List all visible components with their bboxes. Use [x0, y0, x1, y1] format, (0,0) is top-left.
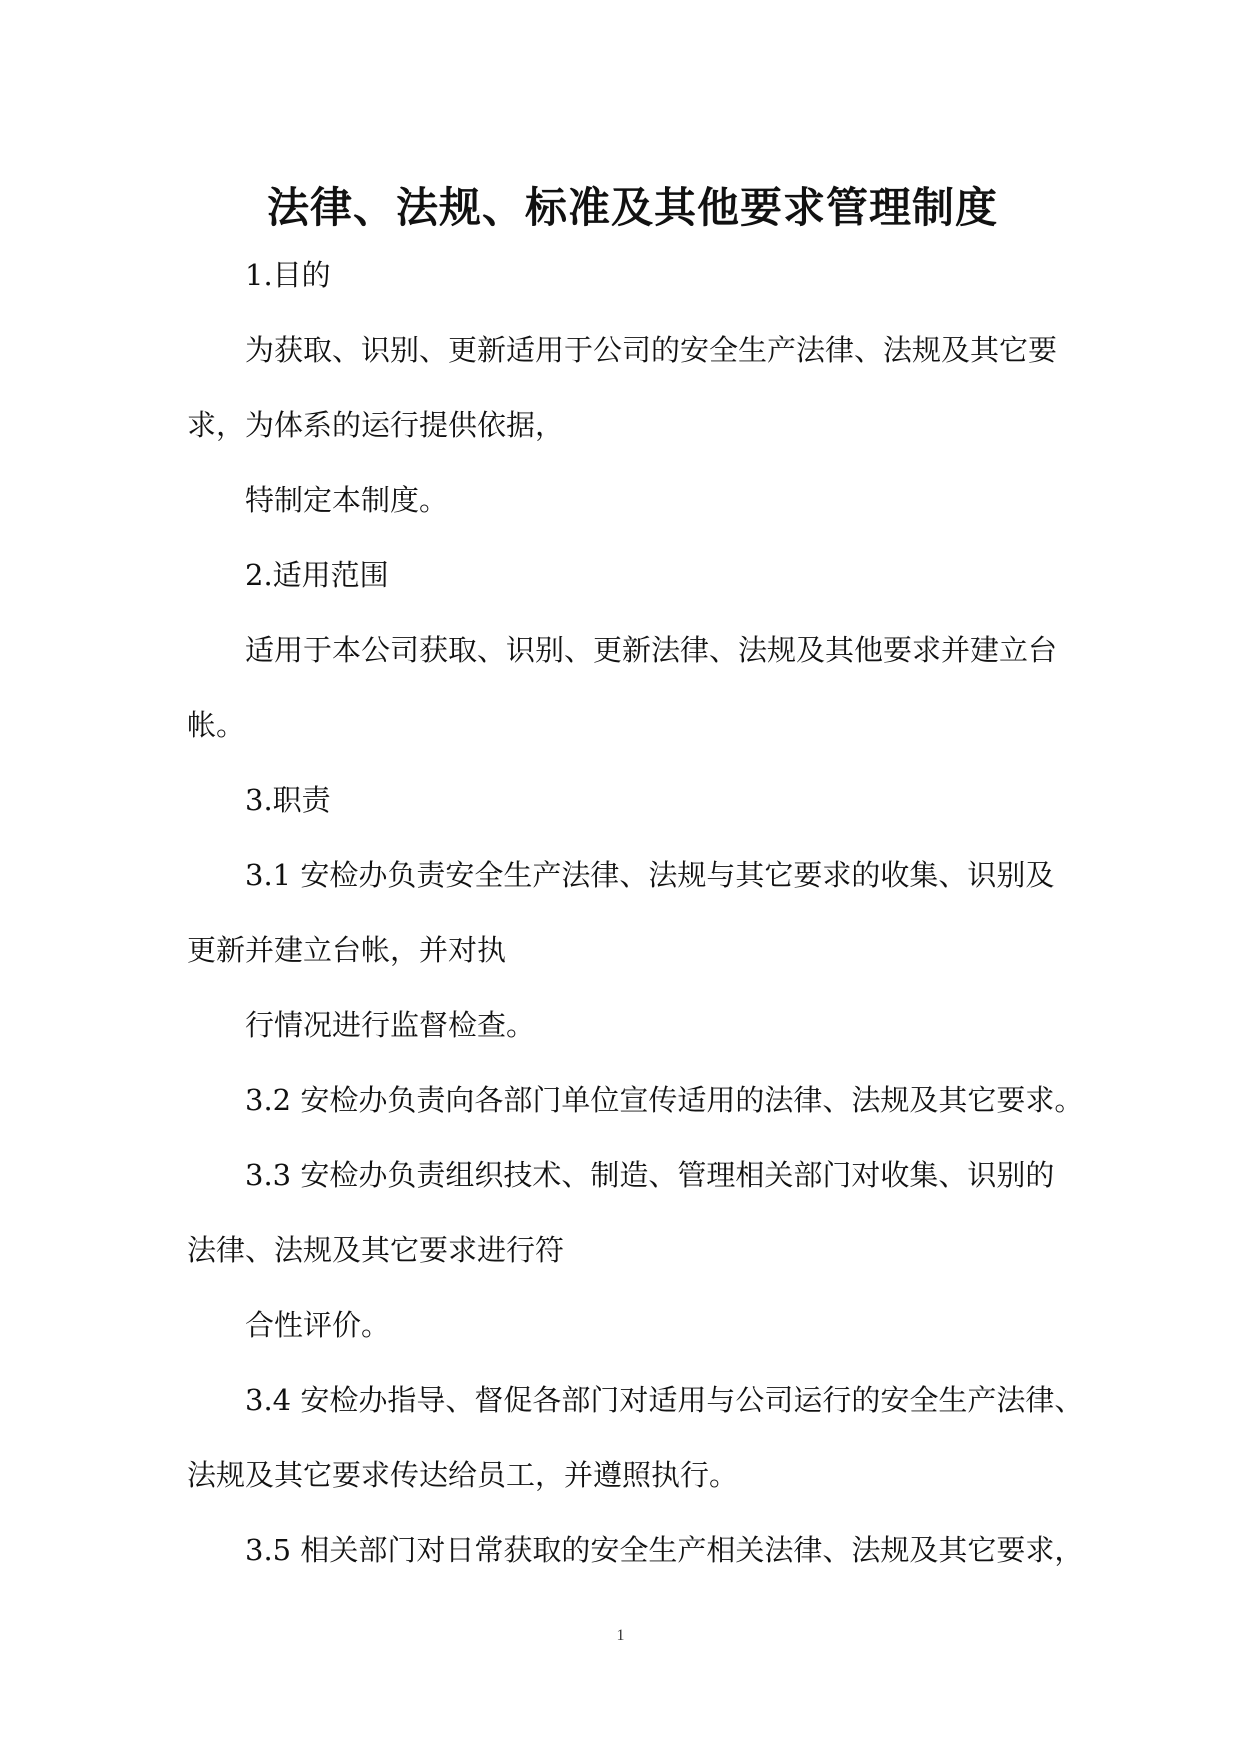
paragraph-line: 特制定本制度。 [245, 483, 449, 517]
section-heading-scope: 2.适用范围 [245, 558, 389, 592]
document-title: 法律、法规、标准及其他要求管理制度 [266, 183, 998, 233]
paragraph-line: 为获取、识别、更新适用于公司的安全生产法律、法规及其它要 [245, 333, 1058, 367]
paragraph-line: 法规及其它要求传达给员工，并遵照执行。 [187, 1458, 739, 1492]
paragraph-line: 求，为体系的运行提供依据， [187, 408, 565, 442]
paragraph-line: 3.5 相关部门对日常获取的安全生产相关法律、法规及其它要求， [245, 1533, 1084, 1567]
paragraph-line: 3.4 安检办指导、督促各部门对适用与公司运行的安全生产法律、 [245, 1383, 1084, 1417]
section-heading-purpose: 1.目的 [245, 258, 331, 292]
paragraph-line: 3.2 安检办负责向各部门单位宣传适用的法律、法规及其它要求。 [245, 1083, 1084, 1117]
paragraph-line: 适用于本公司获取、识别、更新法律、法规及其他要求并建立台 [245, 633, 1058, 667]
page-number: 1 [616, 1627, 625, 1644]
section-heading-responsibilities: 3.职责 [245, 783, 331, 817]
paragraph-line: 更新并建立台帐，并对执 [187, 933, 507, 967]
document-body [187, 238, 1084, 1588]
paragraph-line: 3.3 安检办负责组织技术、制造、管理相关部门对收集、识别的 [245, 1158, 1055, 1192]
paragraph-line: 行情况进行监督检查。 [245, 1008, 536, 1042]
paragraph-line: 3.1 安检办负责安全生产法律、法规与其它要求的收集、识别及 [245, 858, 1055, 892]
paragraph-line: 帐。 [187, 708, 246, 742]
paragraph-line: 法律、法规及其它要求进行符 [187, 1233, 565, 1267]
paragraph-line: 合性评价。 [245, 1308, 391, 1342]
